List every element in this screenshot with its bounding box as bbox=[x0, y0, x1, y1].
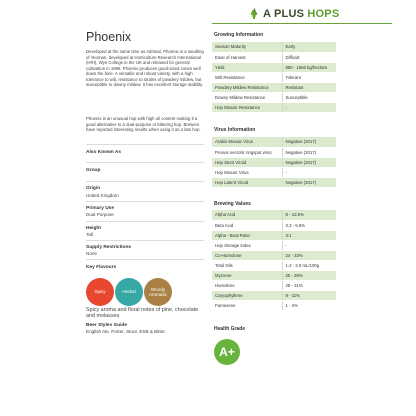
table-cell-label: Total Oils bbox=[212, 260, 282, 270]
flavour-spicy: Spicy bbox=[86, 278, 114, 306]
table-cell-label: Yield bbox=[212, 62, 282, 72]
table-row bbox=[212, 300, 336, 310]
table-cell-value: 1 - 2% bbox=[282, 300, 336, 310]
table-row bbox=[212, 92, 336, 102]
table-cell-label: Downy Mildew Resistance bbox=[212, 92, 282, 102]
table-cell-value: 8 - 13.5% bbox=[282, 210, 336, 220]
table-cell-value: Susceptible bbox=[282, 92, 336, 102]
brand-logo bbox=[248, 7, 388, 21]
table-cell-value: Negative (2017) bbox=[282, 157, 336, 167]
table-cell-label: Hop Latent Viroid bbox=[212, 177, 282, 187]
table-cell-value: 24 - 33% bbox=[282, 250, 336, 260]
table-row bbox=[212, 157, 336, 167]
table-row bbox=[212, 230, 336, 240]
table-row bbox=[212, 167, 336, 177]
table-row bbox=[212, 52, 336, 62]
growing-info-heading: Growing Information bbox=[214, 32, 264, 38]
table-row bbox=[212, 210, 336, 220]
table-row bbox=[212, 240, 336, 250]
table-cell-value: - bbox=[282, 240, 336, 250]
table-cell-label: Ease of Harvest bbox=[212, 52, 282, 62]
brewing-values-heading: Brewing Values bbox=[214, 201, 251, 207]
key-flavours-label: Key Flavours bbox=[86, 265, 117, 270]
table-cell-label: Alpha Acid bbox=[212, 210, 282, 220]
divider bbox=[86, 240, 204, 241]
table-cell-label: Prunus necrotic ringspot virus bbox=[212, 147, 282, 157]
divider bbox=[86, 201, 204, 202]
flavour-summary: Spicy aroma and floral notes of pine, chocolate and molasses bbox=[86, 307, 199, 319]
table-cell-label: Farnesene bbox=[212, 300, 282, 310]
table-cell-value: Negative (2017) bbox=[282, 147, 336, 157]
table-cell-label: Arabis Mosaic Virus bbox=[212, 137, 282, 147]
growing-info-table bbox=[212, 42, 336, 113]
table-cell-value: 1.2 - 3.0 mL/100g bbox=[282, 260, 336, 270]
virus-info-heading: Virus Information bbox=[214, 127, 256, 133]
table-cell-value: Negative (2017) bbox=[282, 137, 336, 147]
table-row bbox=[212, 42, 336, 52]
brand-suffix: HOPS bbox=[307, 8, 340, 20]
page-title: Phoenix bbox=[86, 30, 132, 44]
table-cell-value: 3:1 bbox=[282, 230, 336, 240]
flavour-herbal: Herbal bbox=[115, 278, 143, 306]
table-row bbox=[212, 270, 336, 280]
table-row bbox=[212, 147, 336, 157]
table-row bbox=[212, 62, 336, 72]
table-row bbox=[212, 250, 336, 260]
table-cell-label: Hop Mosaic Resistance bbox=[212, 102, 282, 112]
beer-styles-label: Beer Styles Guide bbox=[86, 323, 128, 328]
table-row bbox=[212, 290, 336, 300]
origin-label: Origin bbox=[86, 186, 101, 191]
table-cell-value: - bbox=[282, 167, 336, 177]
description-paragraph-1: Developed at the same time as Admiral, Phoenix is a seedling of Yeoman, developed at Horticulture Research International (HRI), Wye College in the UK and released for general cultivation in 1996. Phoenix produces good-sized cones well down the bine. A versatile and robust variety, with a high tolerance to wilt, resistance to strains of powdery mildew, but susceptible to downy mildew. It has excellent storage stability. bbox=[86, 49, 204, 87]
table-cell-label: Myrcene bbox=[212, 270, 282, 280]
table-cell-label: Co-Humulone bbox=[212, 250, 282, 260]
height-value: Tall bbox=[86, 232, 93, 237]
table-cell-label: Hop Storage Index bbox=[212, 240, 282, 250]
beer-styles-value: English Ale, Porter, Stout, ESB & Bitter. bbox=[86, 329, 166, 334]
table-cell-value: Difficult bbox=[282, 52, 336, 62]
table-row bbox=[212, 220, 336, 230]
height-label: Height bbox=[86, 226, 101, 231]
table-row bbox=[212, 137, 336, 147]
table-cell-label: Caryophyllene bbox=[212, 290, 282, 300]
table-cell-value: 8 - 11% bbox=[282, 290, 336, 300]
primary-use-value: Dual Purpose bbox=[86, 212, 114, 217]
table-cell-value: 3.3 - 5.5% bbox=[282, 220, 336, 230]
health-grade-heading: Health Grade bbox=[214, 326, 246, 332]
table-cell-value: 29 - 31% bbox=[282, 280, 336, 290]
table-cell-label: Season Maturity bbox=[212, 42, 282, 52]
hop-cone-icon bbox=[248, 8, 260, 20]
table-cell-label: Alpha - Beat Ratio bbox=[212, 230, 282, 240]
divider bbox=[86, 181, 204, 182]
table-cell-value: Negative (2017) bbox=[282, 177, 336, 187]
also-known-as-label: Also Known As bbox=[86, 150, 121, 155]
table-cell-value: - bbox=[282, 102, 336, 112]
flavour-woody-aromatic: Woody Aromatic bbox=[144, 278, 172, 306]
table-cell-label: Hop Mosaic Virus bbox=[212, 167, 282, 177]
divider bbox=[86, 162, 204, 163]
supply-restrictions-value: None bbox=[86, 251, 97, 256]
table-row bbox=[212, 102, 336, 112]
supply-restrictions-label: Supply Restrictions bbox=[86, 245, 132, 250]
table-cell-label: Powdery Mildew Resistance bbox=[212, 82, 282, 92]
group-label: Group bbox=[86, 168, 101, 173]
description-paragraph-2: Phoenix is an unusual hop with high oil content making it a good alternative to a dual-purpose or bittering hop. Brewers have reported interesting results when using it as a late hop. bbox=[86, 116, 201, 132]
table-row bbox=[212, 260, 336, 270]
divider bbox=[86, 221, 204, 222]
header-divider bbox=[212, 23, 392, 24]
table-cell-label: Beta Acid bbox=[212, 220, 282, 230]
table-row bbox=[212, 82, 336, 92]
table-row bbox=[212, 280, 336, 290]
table-cell-value: Early bbox=[282, 42, 336, 52]
brewing-values-table bbox=[212, 210, 336, 311]
table-cell-label: Hop Stunt Viroid bbox=[212, 157, 282, 167]
table-cell-value: Resistant bbox=[282, 82, 336, 92]
table-cell-value: Tolerant bbox=[282, 72, 336, 82]
virus-info-table bbox=[212, 137, 336, 188]
table-row bbox=[212, 72, 336, 82]
table-cell-value: 980 - 1560 kg/hectare bbox=[282, 62, 336, 72]
table-cell-label: Wilt Resistance bbox=[212, 72, 282, 82]
table-cell-label: Humulene bbox=[212, 280, 282, 290]
divider bbox=[86, 259, 204, 260]
table-row bbox=[212, 177, 336, 187]
origin-value: United Kingdom bbox=[86, 193, 119, 198]
divider bbox=[86, 144, 204, 145]
health-grade-badge: A+ bbox=[214, 339, 240, 365]
brand-prefix: A PLUS bbox=[263, 8, 305, 20]
primary-use-label: Primary Use bbox=[86, 206, 114, 211]
table-cell-value: 25 - 29% bbox=[282, 270, 336, 280]
